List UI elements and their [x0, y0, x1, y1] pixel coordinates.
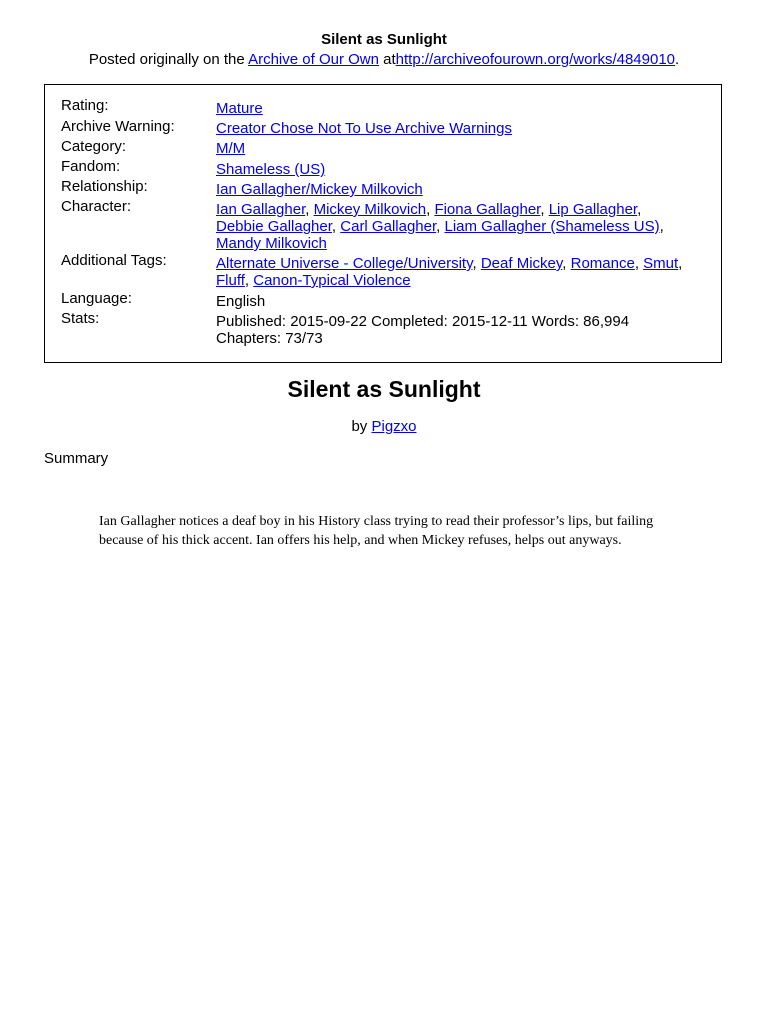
stats-line-1: Published: 2015-09-22 Completed: 2015-12-11 Words: 86,994: [216, 313, 630, 330]
tag-link[interactable]: Alternate Universe - College/University: [216, 255, 473, 272]
fandom-label: Fandom:: [61, 158, 121, 175]
tag-link[interactable]: Deaf Mickey: [480, 255, 563, 272]
fandom-value: [216, 161, 686, 178]
work-title: Silent as Sunlight: [287, 376, 481, 402]
stats-line-2: Chapters: 73/73: [216, 330, 323, 347]
warning-value: [216, 120, 686, 137]
warning-label: Archive Warning:: [61, 118, 175, 135]
fandom-link[interactable]: Shameless (US): [216, 161, 326, 178]
relationship-link[interactable]: Ian Gallagher/Mickey Milkovich: [216, 181, 423, 198]
byline: [0, 418, 768, 436]
tag-link[interactable]: Smut: [643, 255, 679, 272]
character-link[interactable]: Mandy Milkovich: [216, 235, 327, 252]
archive-link[interactable]: Archive of Our Own: [248, 51, 379, 68]
posted-line: [0, 50, 768, 70]
summary-text: Ian Gallagher notices a deaf boy in his History class trying to read their professor’s lips, but failing because of his thick accent. Ian offers his help, and when Mickey refuses, helps out anyways.: [99, 514, 654, 548]
document-header: [0, 30, 768, 70]
work-url-link[interactable]: http://archiveofourown.org/works/4849010: [395, 51, 676, 68]
tag-link[interactable]: Fluff: [216, 272, 245, 289]
tags-label: Additional Tags:: [61, 252, 167, 269]
character-link[interactable]: Ian Gallagher: [216, 201, 306, 218]
work-metadata-box: [44, 84, 722, 363]
character-link[interactable]: Mickey Milkovich: [313, 201, 427, 218]
language-value: English: [216, 293, 266, 310]
tag-link[interactable]: Canon-Typical Violence: [253, 272, 411, 289]
character-link[interactable]: Liam Gallagher (Shameless US): [444, 218, 660, 235]
author-link[interactable]: Pigzxo: [371, 418, 417, 435]
character-link[interactable]: Carl Gallagher: [340, 218, 437, 235]
rating-link[interactable]: Mature: [216, 100, 263, 117]
tag-link[interactable]: Romance: [570, 255, 635, 272]
character-label: Character:: [61, 198, 132, 215]
tags-value: Alternate Universe - College/University, Deaf Mickey, Romance, Smut, Fluff, Canon-Typical Violence: [216, 255, 683, 289]
character-link[interactable]: Fiona Gallagher: [434, 201, 541, 218]
language-label: Language:: [61, 290, 132, 307]
warning-link[interactable]: Creator Chose Not To Use Archive Warnings: [216, 120, 512, 137]
by-text: by: [351, 418, 368, 435]
stats-value: [216, 313, 686, 347]
rating-value: [216, 100, 686, 117]
document-title: Silent as Sunlight: [321, 31, 447, 48]
character-value: Ian Gallagher, Mickey Milkovich, Fiona Gallagher, Lip Gallagher, Debbie Gallagher, Carl Gallagher, Liam Gallagher (Shameless US), Mandy Milkovich: [216, 201, 664, 252]
category-link[interactable]: M/M: [216, 140, 246, 157]
rating-label: Rating:: [61, 97, 109, 114]
summary-heading: Summary: [44, 450, 109, 467]
period: .: [675, 51, 680, 68]
category-value: [216, 140, 686, 157]
posted-prefix: Posted originally on the: [88, 51, 245, 68]
stats-label: Stats:: [61, 310, 100, 327]
character-link[interactable]: Lip Gallagher: [548, 201, 638, 218]
relationship-label: Relationship:: [61, 178, 148, 195]
character-link[interactable]: Debbie Gallagher: [216, 218, 332, 235]
relationship-value: [216, 181, 686, 198]
category-label: Category:: [61, 138, 127, 155]
at-text: at: [383, 51, 396, 68]
